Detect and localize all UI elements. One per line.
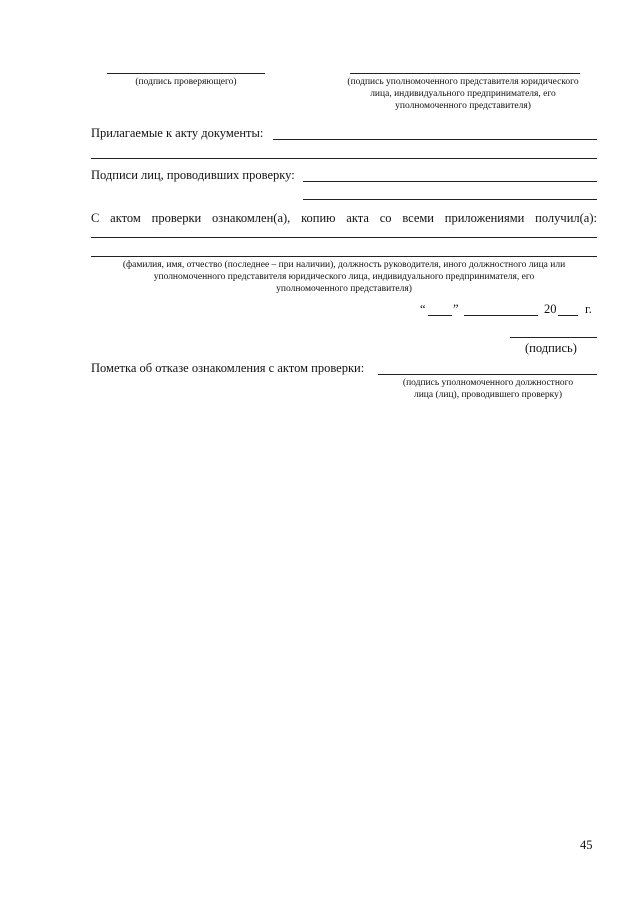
refusal-caption-line: (подпись уполномоченного должностного <box>402 378 574 388</box>
representative-caption-line: лица, индивидуального предпринимателя, его <box>370 89 556 99</box>
refusal-line[interactable] <box>378 374 597 375</box>
signature-caption: (подпись) <box>525 341 577 355</box>
date-year-field[interactable] <box>558 315 578 316</box>
date-open-quote: “ <box>420 302 426 316</box>
page-number: 45 <box>580 838 593 852</box>
fio-caption <box>86 259 602 295</box>
date-day-field[interactable] <box>428 315 452 316</box>
date-month-field[interactable] <box>464 315 538 316</box>
attached-docs-line-2[interactable] <box>91 158 597 159</box>
acquainted-word: С <box>91 211 100 225</box>
acquainted-word: всеми <box>402 211 434 225</box>
acquainted-text <box>91 211 597 226</box>
acquainted-word: копию <box>301 211 336 225</box>
acquainted-word: проверки <box>151 211 202 225</box>
inspectors-signature-line-1[interactable] <box>303 181 597 182</box>
representative-caption-line: (подпись уполномоченного представителя юридического <box>347 77 579 87</box>
acquainted-word: приложениями <box>444 211 525 225</box>
date-close-quote: ” <box>453 302 459 316</box>
attached-docs-line-1[interactable] <box>273 139 597 140</box>
acquainted-word: актом <box>110 211 141 225</box>
acquainted-line-2[interactable] <box>91 256 597 257</box>
date-year-suffix: г. <box>585 302 592 316</box>
acquainted-word: ознакомлен(а), <box>212 211 291 225</box>
attached-docs-label: Прилагаемые к акту документы: <box>91 126 264 140</box>
representative-caption-line: уполномоченного представителя) <box>395 101 531 111</box>
fio-caption-line: уполномоченного представителя) <box>276 284 412 294</box>
signature-line[interactable] <box>510 337 597 338</box>
inspectors-signature-line-2[interactable] <box>303 199 597 200</box>
refusal-caption-line: лица (лиц), проводившего проверку) <box>413 390 563 400</box>
refusal-label: Пометка об отказе ознакомления с актом проверки: <box>91 361 365 375</box>
inspector-signature-line[interactable] <box>107 73 265 74</box>
acquainted-line-1[interactable] <box>91 237 597 238</box>
representative-signature-line[interactable] <box>350 73 580 74</box>
representative-signature-caption <box>318 76 608 112</box>
refusal-caption <box>378 377 598 401</box>
fio-caption-line: (фамилия, имя, отчество (последнее – при наличии), должность руководителя, иного должностного лица или <box>122 260 566 270</box>
inspector-signature-caption: (подпись проверяющего) <box>135 77 237 87</box>
date-year-prefix: 20 <box>544 302 557 316</box>
acquainted-word: акта <box>346 211 369 225</box>
acquainted-word: со <box>379 211 392 225</box>
fio-caption-line: уполномоченного представителя юридического лица, индивидуального предпринимателя, его <box>153 272 535 282</box>
inspectors-signatures-label: Подписи лиц, проводивших проверку: <box>91 168 295 182</box>
acquainted-word: получил(а): <box>535 211 597 225</box>
